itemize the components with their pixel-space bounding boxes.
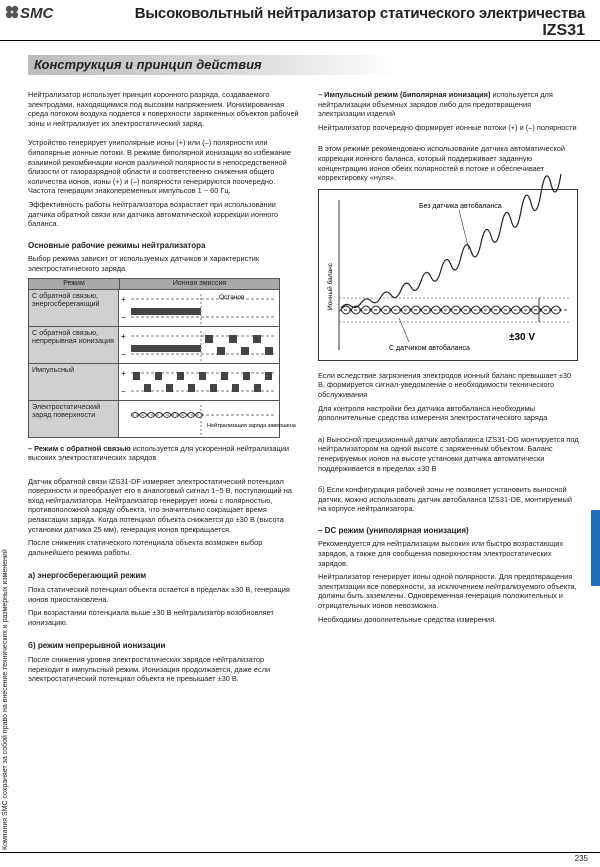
ion-balance-graph (319, 190, 577, 360)
svg-text:−: − (121, 386, 126, 396)
emission-diagram (119, 290, 277, 326)
table-row (29, 363, 279, 400)
table-row (29, 289, 279, 326)
table-row (29, 400, 296, 437)
band-label: ±30 V (509, 331, 536, 343)
model-name: IZS31 (542, 22, 585, 39)
page-title: Высоковольтный нейтрализатор статического электричества (134, 5, 585, 22)
mode-description: используется для нейтрализации объемных зарядов либо для предотвращения электризации изделий (318, 90, 553, 119)
paragraph: Для контроля настройки без датчика автобаланса необходимы дополнительные средства измерения электростатического заряда (318, 403, 548, 423)
smc-logo (3, 3, 65, 21)
paragraph (28, 444, 300, 463)
paragraph: Пока статический потенциал объекта остается в пределах ±30 В, генерация ионов приостановлена. (28, 585, 290, 604)
ion-balance-chart (318, 189, 578, 361)
header-divider (0, 40, 600, 41)
section-title: Конструкция и принцип действия (34, 57, 262, 72)
svg-text:−: − (121, 312, 126, 322)
left-column (28, 90, 300, 688)
svg-text:SMC: SMC (20, 5, 54, 22)
page-number: 235 (574, 854, 588, 863)
y-axis-label: Ионный баланс (327, 262, 334, 310)
bottom-curve-label: С датчиком автобаланса (389, 344, 470, 352)
top-curve-label: Без датчика автобаланса (419, 202, 502, 210)
svg-text:−: − (121, 349, 126, 359)
paragraph: Датчик обратной связи IZS31-DF измеряет электростатический потенциал поверхности и преобразует его в аналоговый сигнал 1~5 В, поступающий на вход нейтрализатора. Нейтрализатор генерирует ионы с полярностью, противоположной заряду объекта, что значительно сокращает время релаксации заряда. Когда потенциал объекта снижается до ±30 В (высота установки датчика 25 мм), генерация ионов прекращается. (28, 476, 292, 534)
charge-diagram (119, 401, 296, 437)
subheading: б) режим непрерывной ионизации (28, 641, 166, 651)
paragraph: В этом режиме рекомендовано использование датчика автоматической коррекции ионного баланса, который поддерживает заданную концентрацию ионов обеих полярностей в потоке и обеспечивает корректировку «нуля». (318, 144, 566, 183)
mode-name: – Режим с обратной связью (28, 443, 131, 453)
subheading: Основные рабочие режимы нейтрализатора (28, 240, 206, 250)
paragraph: Эффективность работы нейтрализатора возрастает при использовании датчика обратной связи или датчика автоматической коррекции ионного баланса. (28, 199, 279, 229)
mode-description: используется для ускоренной нейтрализации высоких электростатических зарядов (28, 443, 289, 463)
paragraph: При возрастании потенциала выше ±30 В нейтрализатор возобновляет ионизацию. (28, 608, 274, 627)
neutralization-complete-label: Нейтрализация заряда завершена (207, 422, 296, 429)
paragraph: После снижения статического потенциала объекта возможен выбор дальнейшего режима работы. (28, 538, 263, 557)
emission-diagram (119, 364, 277, 400)
mode-label: Импульсный (29, 364, 119, 400)
table-header-emission: Ионная эмиссия (172, 279, 227, 287)
table-row (29, 326, 279, 363)
table-header-mode: Режим (29, 279, 120, 289)
mode-label: С обратной связью, непрерывная ионизация (29, 327, 119, 363)
right-column (318, 90, 580, 628)
paragraph: После снижения уровня электростатических зарядов нейтрализатор переходит в импульсный режим. Ионизация продолжается, даже если электростатический потенциал объекта не превышает ±30 В. (28, 655, 271, 684)
paragraph: Нейтрализатор генерирует ионы одной полярности. Для предотвращения электризации все поверхности, за исключением нейтрализуемого объекта, должны быть заземлены. Одновременная генерация положительных и отрицательных ионов невозможна. (318, 572, 577, 611)
paragraph: Устройство генерирует униполярные ионы (+) или (–) полярности или биполярные ионные потоки. В режиме биполярной ионизации во избежание взаимной рекомбинации ионов различной полярности в непосредственной близости от газоразрядной области и соответственно снижения общего количества ионов, ионы (+) и (–) полярности генерируются поочередно. Частота генерации знакопеременных импульсов 1 ~ 60 Гц. (28, 138, 292, 196)
svg-text:+: + (121, 331, 126, 341)
paragraph: Если вследствие загрязнения электродов ионный баланс превышает ±30 В, формируется сигнал-уведомление о необходимости технического обслуживания (318, 370, 572, 399)
paragraph: а) Выносной прецизионный датчик автобаланса IZS31-DG монтируется под нейтрализатором на одной высоте с заряженным объектом. Баланс генерируемых ионов на высоте установки датчика автоматически поддерживается в пределах ±30 В (318, 434, 579, 473)
subheading: а) энергосберегающий режим (28, 571, 147, 581)
subheading: – DC режим (униполярная ионизация) (318, 525, 469, 535)
paragraph: б) Если конфигурация рабочей зоны не позволяет установить выносной датчик, можно использовать датчик автобаланса IZS31-DE, монтируемый на корпусе нейтрализатора. (318, 485, 573, 514)
paragraph: Нейтрализатор использует принцип коронного разряда, создаваемого электродами, находящимися под высоким напряжением. Ионизированная среда потоком воздуха подается к поверхности заряженных объектов рабочей зоны и нейтрализует их электростатический заряд. (28, 90, 299, 128)
paragraph: Необходимы дополнительные средства измерения. (318, 614, 497, 624)
section-tab (591, 510, 600, 586)
side-disclaimer: Компания SMC сохраняет за собой право на внесение технических и размерных изменений (2, 549, 9, 850)
svg-text:+: + (121, 368, 126, 378)
modes-table (28, 278, 296, 438)
mode-name: – Импульсный режим (биполярная ионизация) (318, 90, 491, 99)
paragraph (318, 90, 580, 119)
footer-divider (0, 852, 600, 853)
svg-text:+: + (121, 294, 126, 304)
mode-label: Электростатический заряд поверхности (29, 401, 119, 437)
section-header (28, 55, 398, 75)
emission-diagram (119, 327, 277, 363)
paragraph: Выбор режима зависит от используемых датчиков и характеристик электростатического заряда (28, 254, 260, 273)
paragraph: Рекомендуется для нейтрализации высоких или быстро возрастающих зарядов, а также для сообщения поверхностям электростатических зарядов. (318, 539, 564, 568)
paragraph: Нейтрализатор поочередно формирует ионные потоки (+) и (–) полярности (318, 122, 577, 132)
stop-label: Останов (219, 293, 245, 301)
mode-label: С обратной связью, энергосберегающий (29, 290, 119, 326)
